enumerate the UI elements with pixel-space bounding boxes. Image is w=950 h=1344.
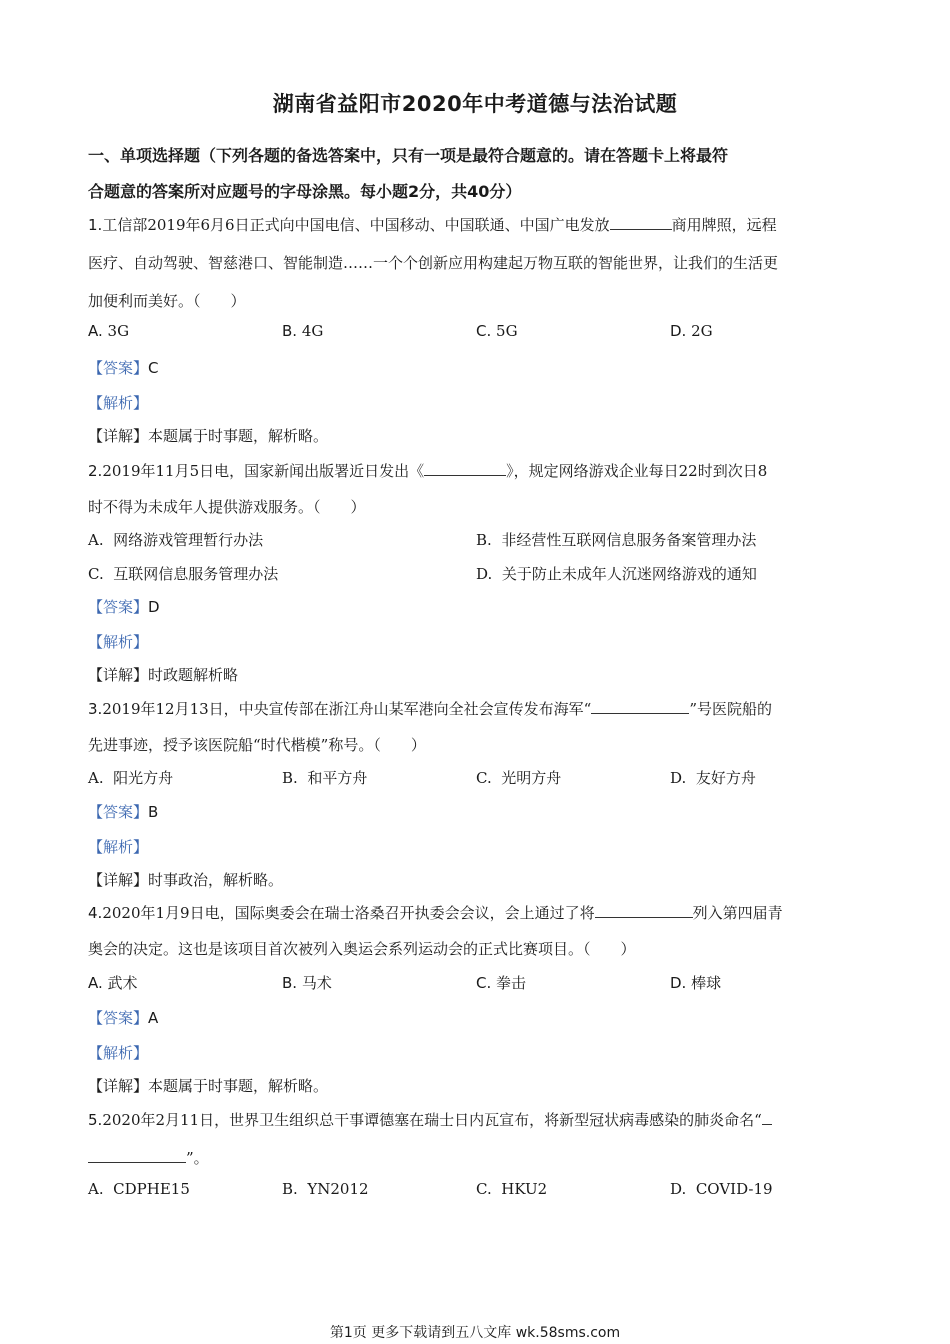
question-number: 5. (88, 1111, 103, 1129)
question-2-line-1: 2.2019年11月5日电，国家新闻出版署近日发出《 》，规定网络游戏企业每日22时到次日8 (88, 462, 768, 480)
question-1-answer: 【答案】C (88, 359, 159, 377)
answer-blank (595, 903, 693, 918)
question-4-line-1: 4.2020年1月9日电，国际奥委会在瑞士洛桑召开执委会会议，会上通过了将 列入第四届青 (88, 904, 783, 922)
answer-blank (591, 699, 689, 714)
question-1-line-2: 医疗、自动驾驶、智慈港口、智能制造……一个个创新应用构建起万物互联的智能世界，让我们的生活更 (88, 254, 779, 272)
question-2-detail: 【详解】时政题解析略 (88, 666, 239, 684)
question-number: 4. (88, 904, 103, 922)
question-5-option-d: D. COVID-19 (670, 1180, 773, 1198)
question-5-option-c: C. HKU2 (476, 1180, 548, 1198)
question-number: 1. (88, 216, 103, 234)
question-5-option-a: A. CDPHE15 (88, 1180, 190, 1198)
question-4-line-2: 奥会的决定。这也是该项目首次被列入奥运会系列运动会的正式比赛项目。（ ） (88, 940, 636, 958)
question-4-option-d: D. 棒球 (670, 974, 722, 992)
question-4-option-a: A. 武术 (88, 974, 138, 992)
section-heading-line1: 一、单项选择题（下列各题的备选答案中，只有一项是最符合题意的。请在答题卡上将最符 (88, 146, 729, 165)
question-2-answer: 【答案】D (88, 598, 160, 616)
answer-blank (424, 461, 506, 476)
question-4-option-b: B. 马术 (282, 974, 332, 992)
page-title: 湖南省益阳市2020年中考道德与法治试题 (272, 92, 678, 116)
section-heading (88, 138, 868, 210)
question-4-analysis: 【解析】 (88, 1044, 149, 1062)
question-number: 3. (88, 700, 103, 718)
question-3-line-1: 3.2019年12月13日，中央宣传部在浙江舟山某军港向全社会宣传发布海军“ ”号医院船的 (88, 700, 773, 718)
question-4-detail: 【详解】本题属于时事题，解析略。 (88, 1077, 329, 1095)
answer-blank (610, 215, 672, 230)
question-3-answer: 【答案】B (88, 803, 159, 821)
question-number: 2. (88, 462, 103, 480)
page-footer: 第1页 更多下载请到五八文库 wk.58sms.com (329, 1325, 621, 1341)
question-3-detail: 【详解】时事政治，解析略。 (88, 871, 284, 889)
answer-blank (88, 1148, 186, 1163)
question-1-detail: 【详解】本题属于时事题，解析略。 (88, 427, 329, 445)
question-1-option-d: D. 2G (670, 322, 713, 340)
question-3-line-2: 先进事迹，授予该医院船“时代楷模”称号。（ ） (88, 736, 426, 754)
question-2-option-a: A. 网络游戏管理暂行办法 (88, 531, 264, 549)
question-1-analysis: 【解析】 (88, 394, 149, 412)
answer-blank (762, 1110, 772, 1125)
question-2-analysis: 【解析】 (88, 633, 149, 651)
question-3-option-d: D. 友好方舟 (670, 769, 756, 787)
question-3-option-a: A. 阳光方舟 (88, 769, 174, 787)
question-1-option-b: B. 4G (282, 322, 324, 340)
question-1-option-a: A. 3G (88, 322, 130, 340)
question-5-option-b: B. YN2012 (282, 1180, 369, 1198)
question-2-option-b: B. 非经营性互联网信息服务备案管理办法 (476, 531, 757, 549)
question-2-line-2: 时不得为未成年人提供游戏服务。（ ） (88, 498, 366, 516)
question-4-option-c: C. 拳击 (476, 974, 527, 992)
question-1-line-3: 加便利而美好。（ ） (88, 292, 246, 310)
question-4-answer: 【答案】A (88, 1009, 159, 1027)
section-heading-line2: 合题意的答案所对应题号的字母涂黑。每小题2分，共40分） (88, 182, 522, 201)
question-5-line-1: 5.2020年2月11日，世界卫生组织总干事谭德塞在瑞士日内瓦宣布，将新型冠状病毒感染的肺炎命名“ (88, 1109, 868, 1130)
question-3-option-c: C. 光明方舟 (476, 769, 562, 787)
question-2-option-d: D. 关于防止未成年人沉迷网络游戏的通知 (476, 565, 757, 583)
question-3-option-b: B. 和平方舟 (282, 769, 368, 787)
question-1-option-c: C. 5G (476, 322, 518, 340)
question-1-line-1: 1.工信部2019年6月6日正式向中国电信、中国移动、中国联通、中国广电发放 商用牌照，远程 (88, 216, 777, 234)
question-5-line-2: ”。 (88, 1147, 868, 1168)
question-3-analysis: 【解析】 (88, 838, 149, 856)
question-2-option-c: C. 互联网信息服务管理办法 (88, 565, 279, 583)
